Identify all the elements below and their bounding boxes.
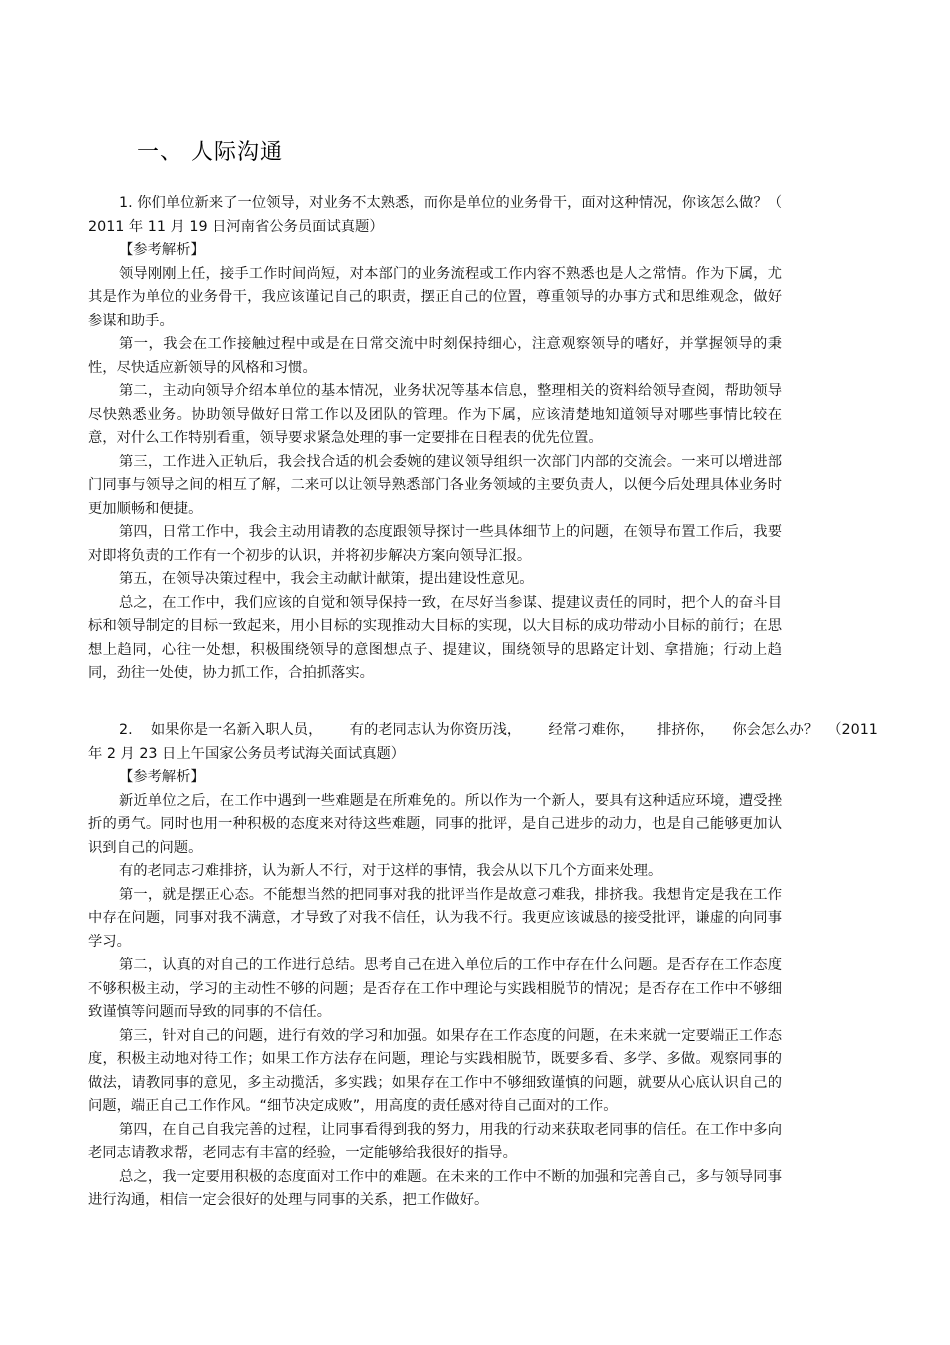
section-title: 一、 人际沟通 (137, 140, 283, 165)
paragraph: 第二，认真的对自己的工作进行总结。思考自己在进入单位后的工作中存在什么问题。是否存在工作态度不够积极主动，学习的主动性不够的问题；是否存在工作中理论与实践相脱节的情况；是否存在工作中不够细致谨慎等问题而导致的同事的不信任。 (88, 957, 782, 1020)
paragraph: 第二，主动向领导介绍本单位的基本情况，业务状况等基本信息，整理相关的资料给领导查阅，帮助领导尽快熟悉业务。协助领导做好日常工作以及团队的管理。作为下属，应该清楚地知道领导对哪些事情比较在意，对什么工作特别看重，领导要求紧急处理的事一定要排在日程表的优先位置。 (88, 383, 782, 446)
paragraph: 第四，日常工作中，我会主动用请教的态度跟领导探讨一些具体细节上的问题，在领导布置工作后，我要对即将负责的工作有一个初步的认识，并将初步解决方案向领导汇报。 (88, 524, 782, 564)
question-2-block (88, 719, 878, 1213)
question-1-block (88, 192, 782, 686)
paragraph: 第一，就是摆正心态。不能想当然的把同事对我的批评当作是故意刁难我，排挤我。我想肯定是我在工作中存在问题，同事对我不满意，才导致了对我不信任，认为我不行。我更应该诚恳的接受批评，谦虚的向同事学习。 (88, 886, 782, 950)
paragraph: 第一，我会在工作接触过程中或是在日常交流中时刻保持细心，注意观察领导的嗜好，并掌握领导的秉性，尽快适应新领导的风格和习惯。 (88, 336, 782, 376)
analysis-tag: 【参考解析】 (119, 769, 205, 785)
question-2-body (88, 766, 782, 1213)
paragraph: 有的老同志刁难排挤，认为新人不行，对于这样的事情，我会从以下几个方面来处理。 (119, 863, 663, 879)
question-2-line-2: 年 2 月 23 日上午国家公务员考试海关面试真题） (88, 745, 406, 762)
paragraph: 第五，在领导决策过程中，我会主动献计献策，提出建设性意见。 (119, 571, 534, 587)
question-1-text: 1. 你们单位新来了一位领导，对业务不太熟悉，而你是单位的业务骨干，面对这种情况，你该怎么做？（ 2011 年 11 月 19 日河南省公务员面试真题） (88, 195, 782, 235)
question-2-line-1: 2. 如果你是一名新入职人员， 有的老同志认为你资历浅， 经常刁难你， 排挤你， 你会怎么办？ （2011 (119, 722, 878, 738)
paragraph: 总之，在工作中，我们应该的自觉和领导保持一致，在尽好当参谋、提建议责任的同时，把个人的奋斗目标和领导制定的目标一致起来，用小目标的实现推动大目标的实现，以大目标的成功带动小目标的前行；在思想上趋同，心往一处想，积极围绕领导的意图想点子、提建议，围绕领导的思路定计划、拿措施；行动上趋同，劲往一处使，协力抓工作，合拍抓落实。 (88, 594, 782, 681)
paragraph: 领导刚刚上任，接手工作时间尚短，对本部门的业务流程或工作内容不熟悉也是人之常情。作为下属，尤其是作为单位的业务骨干，我应该谨记自己的职责，摆正自己的位置，尊重领导的办事方式和思维观念，做好参谋和助手。 (88, 265, 782, 329)
paragraph: 第三，针对自己的问题，进行有效的学习和加强。如果存在工作态度的问题，在未来就一定要端正工作态度，积极主动地对待工作；如果工作方法存在问题，理论与实践相脱节，既要多看、多学、多做。观察同事的做法，请教同事的意见，多主动揽活，多实践；如果存在工作中不够细致谨慎的问题，就要从心底认识自己的问题，端正自己工作作风。“细节决定成败”，用高度的责任感对待自己面对的工作。 (88, 1027, 782, 1114)
paragraph: 第三，工作进入正轨后，我会找合适的机会委婉的建议领导组织一次部门内部的交流会。一来可以增进部门同事与领导之间的相互了解，二来可以让领导熟悉部门各业务领域的主要负责人，以便今后处理具体业务时更加顺畅和便捷。 (88, 453, 782, 517)
paragraph: 第四，在自己自我完善的过程，让同事看得到我的努力，用我的行动来获取老同事的信任。在工作中多向老同志请教求帮，老同志有丰富的经验，一定能够给我很好的指导。 (88, 1121, 782, 1161)
paragraph: 新近单位之后，在工作中遇到一些难题是在所难免的。所以作为一个新人，要具有这种适应环境，遭受挫折的勇气。同时也用一种积极的态度来对待这些难题，同事的批评，是自己进步的动力，也是自己能够更加认识到自己的问题。 (88, 792, 782, 856)
paragraph: 总之，我一定要用积极的态度面对工作中的难题。在未来的工作中不断的加强和完善自己，多与领导同事进行沟通，相信一定会很好的处理与同事的关系，把工作做好。 (88, 1168, 782, 1208)
analysis-tag: 【参考解析】 (119, 242, 205, 258)
